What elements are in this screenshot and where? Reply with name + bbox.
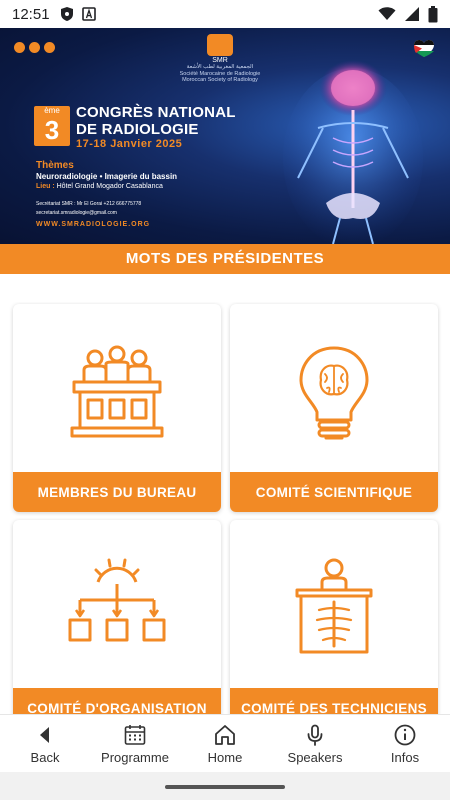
home-gesture-handle[interactable] bbox=[165, 785, 285, 789]
status-time: 12:51 bbox=[12, 5, 50, 23]
venue bbox=[36, 183, 163, 190]
brain-bulb-icon bbox=[279, 340, 389, 450]
nav-label: Home bbox=[207, 749, 243, 765]
presidents-words-button[interactable]: MOTS DES PRÉSIDENTES bbox=[0, 244, 450, 274]
calendar-icon bbox=[123, 723, 147, 747]
themes-text: Neuroradiologie • Imagerie du bassin bbox=[36, 172, 178, 181]
nav-back[interactable] bbox=[0, 715, 90, 772]
back-arrow-icon bbox=[33, 723, 57, 747]
congress-dates: 17-18 Janvier 2025 bbox=[76, 138, 183, 150]
logo-en: Moroccan Society of Radiology bbox=[182, 77, 258, 83]
gesture-area bbox=[0, 772, 450, 800]
logo-arabic: الجمعية المغربية لطب الأشعة bbox=[186, 64, 254, 70]
card-comite-techniciens[interactable] bbox=[230, 520, 438, 714]
status-bar bbox=[0, 0, 450, 28]
microphone-icon bbox=[303, 723, 327, 747]
home-icon bbox=[213, 723, 237, 747]
card-label: COMITÉ DES TECHNICIENS bbox=[230, 688, 438, 714]
bottom-navigation bbox=[0, 714, 450, 772]
edition-number: 3 bbox=[44, 115, 60, 145]
logo-fr: Société Marocaine de Radiologie bbox=[179, 70, 261, 77]
card-comite-organisation[interactable] bbox=[13, 520, 221, 714]
card-comite-scientifique[interactable] bbox=[230, 304, 438, 512]
nav-label: Infos bbox=[390, 749, 420, 765]
logo-abbr: SMR bbox=[212, 57, 228, 64]
card-membres-du-bureau[interactable] bbox=[13, 304, 221, 512]
edition-suffix: ème bbox=[44, 106, 60, 115]
a-box-icon bbox=[82, 7, 96, 21]
themes-label: Thèmes bbox=[36, 160, 74, 171]
nav-label: Programme bbox=[101, 749, 169, 765]
committee-grid bbox=[0, 302, 450, 714]
edition-badge bbox=[34, 106, 70, 146]
congress-title bbox=[76, 104, 236, 138]
anatomy-illustration bbox=[278, 58, 428, 244]
title-line-1: CONGRÈS NATIONAL bbox=[76, 104, 236, 121]
nav-programme[interactable] bbox=[90, 715, 180, 772]
instagram-icon[interactable] bbox=[44, 42, 55, 53]
social-icons bbox=[14, 42, 55, 53]
nav-speakers[interactable] bbox=[270, 715, 360, 772]
title-line-2: DE RADIOLOGIE bbox=[76, 121, 199, 138]
nav-infos[interactable] bbox=[360, 715, 450, 772]
smr-logo-mark bbox=[207, 34, 233, 56]
battery-icon bbox=[428, 6, 438, 23]
smr-logo bbox=[170, 34, 270, 84]
facebook-icon[interactable] bbox=[14, 42, 25, 53]
contact-email: secretariat.smradiologie@gmail.com bbox=[36, 210, 117, 216]
website-link: WWW.SMRADIOLOGIE.ORG bbox=[36, 221, 151, 228]
card-label: COMITÉ D'ORGANISATION bbox=[13, 688, 221, 714]
card-label: COMITÉ SCIENTIFIQUE bbox=[230, 472, 438, 512]
contact-phone: Secrétariat SMR : Mr El Gorai +212 666775778 bbox=[36, 201, 142, 207]
nav-label: Speakers bbox=[287, 749, 343, 765]
shield-icon bbox=[60, 6, 74, 22]
organization-chart-icon bbox=[62, 556, 172, 666]
palestine-flag-icon bbox=[414, 40, 434, 58]
youtube-icon[interactable] bbox=[29, 42, 40, 53]
venue-text: Hôtel Grand Mogador Casablanca bbox=[56, 183, 163, 190]
congress-banner[interactable] bbox=[0, 28, 450, 244]
signal-icon bbox=[404, 6, 420, 22]
info-icon bbox=[393, 723, 417, 747]
nav-home[interactable] bbox=[180, 715, 270, 772]
card-label: MEMBRES DU BUREAU bbox=[13, 472, 221, 512]
board-members-icon bbox=[62, 340, 172, 450]
xray-technician-icon bbox=[279, 556, 389, 666]
venue-label: Lieu : bbox=[36, 183, 55, 190]
nav-label: Back bbox=[30, 749, 60, 765]
wifi-icon bbox=[378, 7, 396, 21]
